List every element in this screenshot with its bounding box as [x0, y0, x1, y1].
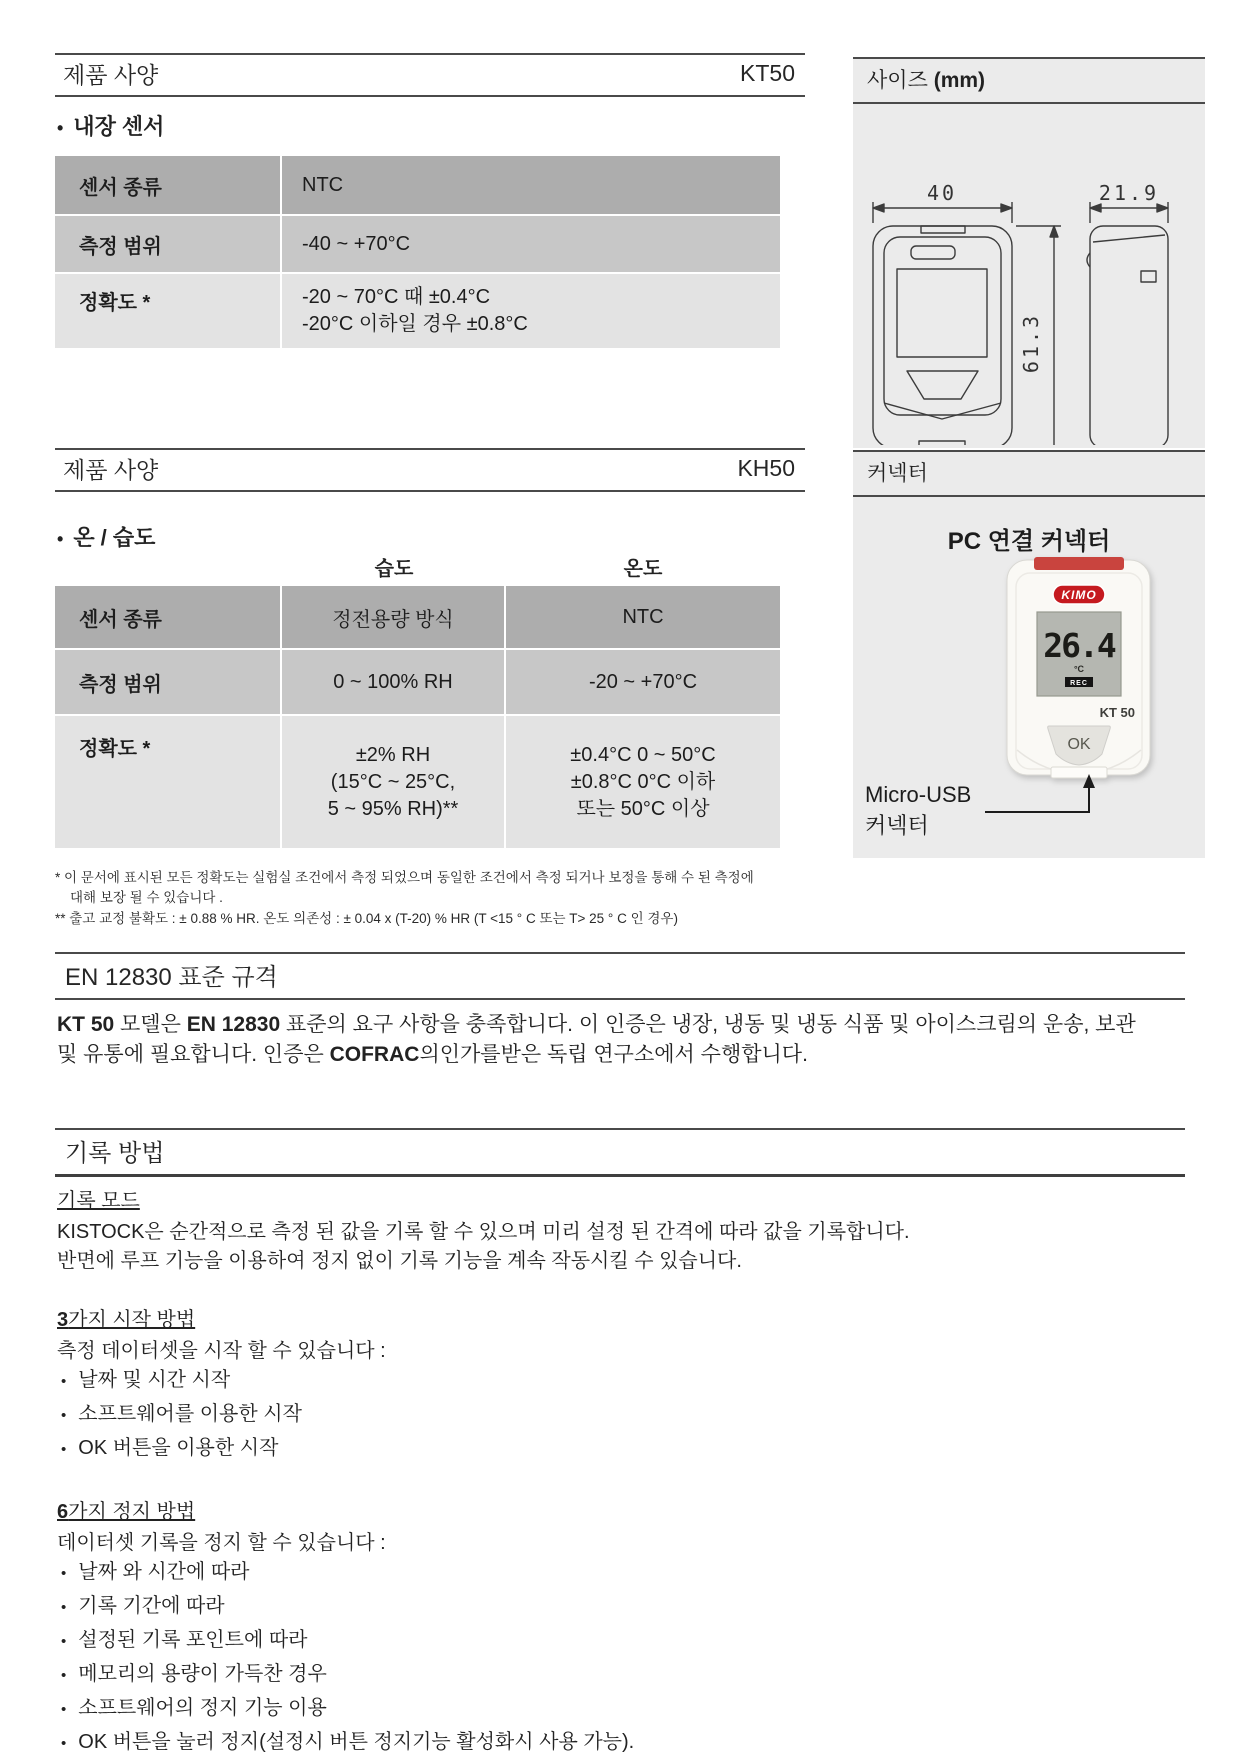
row-value: NTC	[282, 156, 780, 214]
temperature-value: NTC	[506, 586, 780, 648]
device-model-label: KT 50	[1099, 705, 1135, 720]
recording-mode-line: KISTOCK은 순간적으로 측정 된 값을 기록 할 수 있으며 미리 설정 된 간격에 따라 값을 기록합니다.	[57, 1221, 910, 1243]
bullet-icon: •	[57, 529, 64, 549]
pc-connector-heading: PC 연결 커넥터	[947, 528, 1111, 555]
bullet-icon: •	[61, 1735, 67, 1752]
bullet-icon: •	[61, 1599, 67, 1616]
col-header-humidity: 습도	[374, 558, 414, 580]
stop-methods-intro: 데이터셋 기록을 정지 할 수 있습니다 :	[57, 1532, 386, 1554]
lcd-reading: 26.4	[1043, 626, 1115, 665]
rec-badge: REC	[1070, 680, 1088, 687]
dim-width-label: 40	[926, 181, 958, 205]
temperature-value: ±0.4°C 0 ~ 50°C ±0.8°C 0°C 이하 또는 50°C 이상	[506, 716, 780, 848]
list-item: • 기록 기간에 따라	[61, 1595, 225, 1617]
bullet-icon: •	[57, 118, 64, 138]
en12830-header: EN 12830 표준 규격	[55, 952, 1185, 1000]
device-red-strip	[1034, 557, 1124, 570]
row-label: 측정 범위	[55, 650, 280, 714]
kh50-column-headers	[55, 552, 780, 581]
recording-method-header: 기록 방법	[55, 1128, 1185, 1177]
bullet-icon: •	[61, 1373, 67, 1390]
humidity-value: 정전용량 방식	[282, 586, 504, 648]
connector-panel	[853, 450, 1205, 858]
table-row	[55, 650, 780, 714]
size-panel	[853, 57, 1205, 448]
en12830-paragraph: KT 50 모델은 EN 12830 표준의 요구 사항을 충족합니다. 이 인증은 냉장, 냉동 및 냉동 식품 및 아이스크림의 운송, 보관 및 유통에 필요합니다. 인증은 COFRAC의인가를받은 독립 연구소에서 수행합니다.	[57, 1013, 1136, 1067]
list-item: • 소프트웨어를 이용한 시작	[61, 1403, 302, 1425]
start-methods-list	[61, 1367, 1187, 1462]
svg-text:OK: OK	[1067, 736, 1091, 753]
lcd-unit: °C	[1073, 664, 1085, 674]
connector-panel-header: 커넥터	[853, 450, 1205, 497]
bullet-icon: •	[61, 1667, 67, 1684]
footnote-2: ** 출고 교정 불확도 : ± 0.88 % HR. 온도 의존성 : ± 0.04 x (T-20) % HR (T <15 ° C 또는 T> 25 ° C 인 경우)	[55, 910, 678, 926]
size-panel-header: 사이즈 (mm)	[853, 57, 1205, 104]
stop-methods-list	[61, 1559, 1187, 1755]
list-item: • 설정된 기록 포인트에 따라	[61, 1629, 308, 1651]
list-item: • 날짜 와 시간에 따라	[61, 1561, 250, 1583]
list-item: • 메모리의 용량이 가득찬 경우	[61, 1663, 327, 1685]
model-label-kt50: KT50	[740, 60, 795, 86]
device-photo	[1003, 554, 1155, 787]
temperature-value: -20 ~ +70°C	[506, 650, 780, 714]
row-label: 측정 범위	[55, 216, 280, 272]
dimension-drawing	[853, 105, 1205, 445]
recording-method-body	[57, 1188, 1187, 1755]
table-row	[55, 216, 780, 272]
footnote-1: * 이 문서에 표시된 모든 정확도는 실험실 조건에서 측정 되었으며 동일한 조건에서 측정 되거나 보정을 통해 수 된 측정에	[55, 870, 754, 885]
row-label: 센서 종류	[55, 586, 280, 648]
footnotes	[55, 868, 795, 929]
table-row	[55, 156, 780, 214]
recording-mode-line: 반면에 루프 기능을 이용하여 정지 없이 기록 기능을 계속 작동시킬 수 있습니다.	[57, 1250, 742, 1272]
table-row	[55, 716, 780, 848]
row-value: -40 ~ +70°C	[282, 216, 780, 272]
row-value: -20 ~ 70°C 때 ±0.4°C -20°C 이하일 경우 ±0.8°C	[282, 274, 780, 348]
section-header-kt50	[55, 53, 805, 97]
row-label: 센서 종류	[55, 156, 280, 214]
section-header-kh50	[55, 448, 805, 492]
bullet-icon: •	[61, 1441, 67, 1458]
list-item: • 날짜 및 시간 시작	[61, 1369, 231, 1391]
builtin-sensor-heading: • 내장 센서	[57, 114, 165, 139]
start-methods-heading: 3가지 시작 방법	[57, 1309, 196, 1331]
section-title: 제품 사양	[63, 457, 159, 483]
svg-text:KIMO: KIMO	[1061, 588, 1097, 602]
dim-height-label: 61.3	[1019, 312, 1043, 374]
bullet-icon: •	[61, 1407, 67, 1424]
footnote-1b: 대해 보장 될 수 있습니다 .	[70, 890, 223, 906]
dim-depth-label: 21.9	[1098, 181, 1160, 205]
section-title: 제품 사양	[63, 62, 159, 88]
bullet-icon: •	[61, 1701, 67, 1718]
kt50-spec-table	[55, 156, 780, 350]
list-item: • OK 버튼을 이용한 시작	[61, 1437, 279, 1459]
micro-usb-label: Micro-USB 커넥터	[865, 782, 972, 838]
temp-humidity-heading: • 온 / 습도	[57, 525, 156, 550]
row-label: 정확도 *	[55, 274, 280, 348]
list-item: • OK 버튼을 눌러 정지(설정시 버튼 정지기능 활성화시 사용 가능).	[61, 1731, 635, 1753]
recording-mode-heading: 기록 모드	[57, 1190, 140, 1212]
start-methods-intro: 측정 데이터셋을 시작 할 수 있습니다 :	[57, 1340, 386, 1362]
humidity-value: ±2% RH (15°C ~ 25°C, 5 ~ 95% RH)**	[282, 716, 504, 848]
usb-pointer-arrow	[981, 772, 1101, 818]
row-label: 정확도 *	[55, 716, 280, 848]
kimo-logo	[1053, 585, 1105, 604]
bullet-icon: •	[61, 1565, 67, 1582]
list-item: • 소프트웨어의 정지 기능 이용	[61, 1697, 327, 1719]
kh50-spec-table	[55, 586, 780, 850]
model-label-kh50: KH50	[737, 455, 795, 481]
table-row	[55, 586, 780, 648]
humidity-value: 0 ~ 100% RH	[282, 650, 504, 714]
device-lcd	[1037, 612, 1121, 696]
bullet-icon: •	[61, 1633, 67, 1650]
stop-methods-heading: 6가지 정지 방법	[57, 1501, 196, 1523]
col-header-temperature: 온도	[623, 558, 663, 580]
side-view-outline	[1090, 226, 1168, 445]
table-row	[55, 274, 780, 348]
